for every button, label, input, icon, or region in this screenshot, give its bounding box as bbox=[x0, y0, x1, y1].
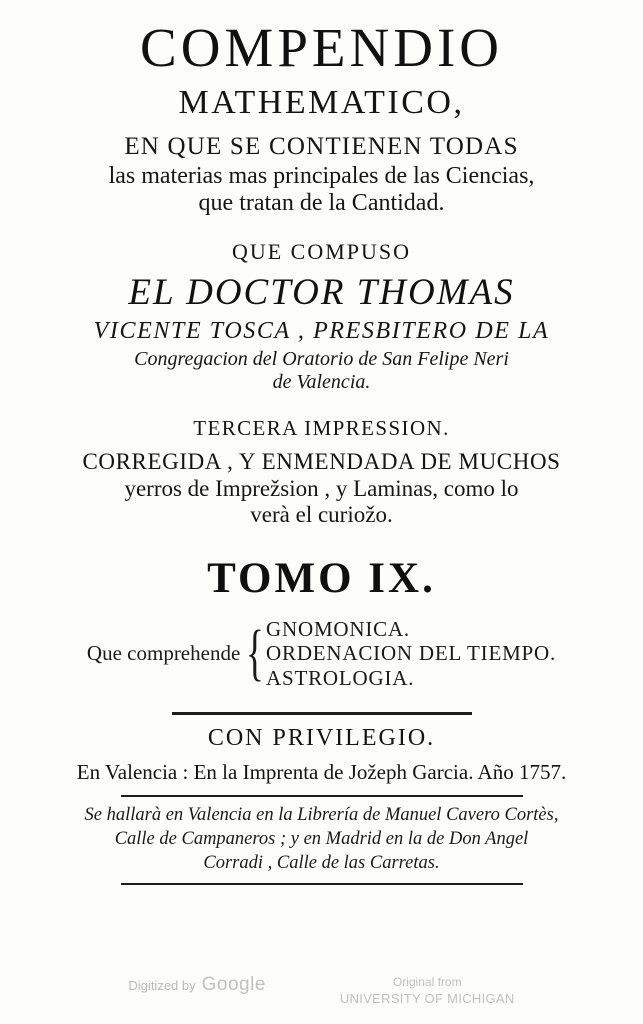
original-from-label: Original from bbox=[392, 975, 462, 990]
contents-item-1: GNOMONICA. bbox=[266, 617, 410, 642]
privilege-statement: CON PRIVILEGIO. bbox=[207, 725, 436, 752]
divider-rule-top bbox=[172, 712, 472, 715]
institution-name: UNIVERSITY OF MICHIGAN bbox=[339, 991, 515, 1007]
contents-block bbox=[26, 617, 617, 690]
subtitle-line-1: EN QUE SE CONTIENEN TODAS bbox=[124, 133, 519, 161]
volume-number: TOMO IX. bbox=[207, 555, 436, 603]
brace-icon: { bbox=[246, 619, 265, 688]
imprint-statement: En Valencia : En la Imprenta de Jožeph Garcia. Año 1757. bbox=[76, 760, 567, 785]
author-intro: QUE COMPUSO bbox=[231, 239, 412, 265]
subtitle-line-3: que tratan de la Cantidad. bbox=[198, 190, 445, 217]
author-line-4: de Valencia. bbox=[272, 371, 371, 394]
author-line-2: VICENTE TOSCA , PRESBITERO DE LA bbox=[93, 318, 550, 345]
edition-note-line-1: CORREGIDA , Y ENMENDADA DE MUCHOS bbox=[82, 449, 561, 475]
contents-items bbox=[266, 617, 556, 690]
edition-statement: TERCERA IMPRESSION. bbox=[193, 416, 450, 441]
page-subtitle: MATHEMATICO, bbox=[178, 84, 465, 122]
divider-rule-bottom bbox=[121, 883, 523, 885]
edition-note-line-2: yerros de Imprežsion , y Laminas, como lo bbox=[124, 476, 519, 502]
author-line-3: Congregacion del Oratorio de San Felipe Neri bbox=[134, 348, 509, 371]
contents-item-3: ASTROLOGIA. bbox=[266, 665, 415, 690]
contents-label: Que comprehende bbox=[86, 641, 241, 666]
page-title: COMPENDIO bbox=[140, 17, 503, 78]
divider-rule-middle bbox=[121, 795, 523, 797]
original-from-block bbox=[340, 974, 515, 1008]
availability-line-1: Se hallarà en Valencia en la Librería de Manuel Cavero Cortès, bbox=[84, 805, 559, 826]
availability-note bbox=[26, 804, 617, 875]
title-page-content bbox=[0, 14, 643, 885]
contents-item-2: ORDENACION DEL TIEMPO. bbox=[266, 641, 557, 666]
author-name: EL DOCTOR THOMAS bbox=[128, 272, 515, 314]
availability-line-3: Corradi , Calle de las Carretas. bbox=[203, 852, 440, 873]
digitized-by-block bbox=[128, 974, 265, 1008]
edition-note-line-3: verà el curiožo. bbox=[250, 502, 393, 528]
subtitle-line-2: las materias mas principales de las Ciencias, bbox=[108, 163, 535, 190]
availability-line-2: Calle de Campaneros ; y en Madrid en la de Don Angel bbox=[114, 828, 529, 849]
digitized-by-label: Digitized by bbox=[128, 978, 196, 994]
google-logo: Google bbox=[201, 974, 266, 996]
scan-footer bbox=[0, 974, 643, 1008]
